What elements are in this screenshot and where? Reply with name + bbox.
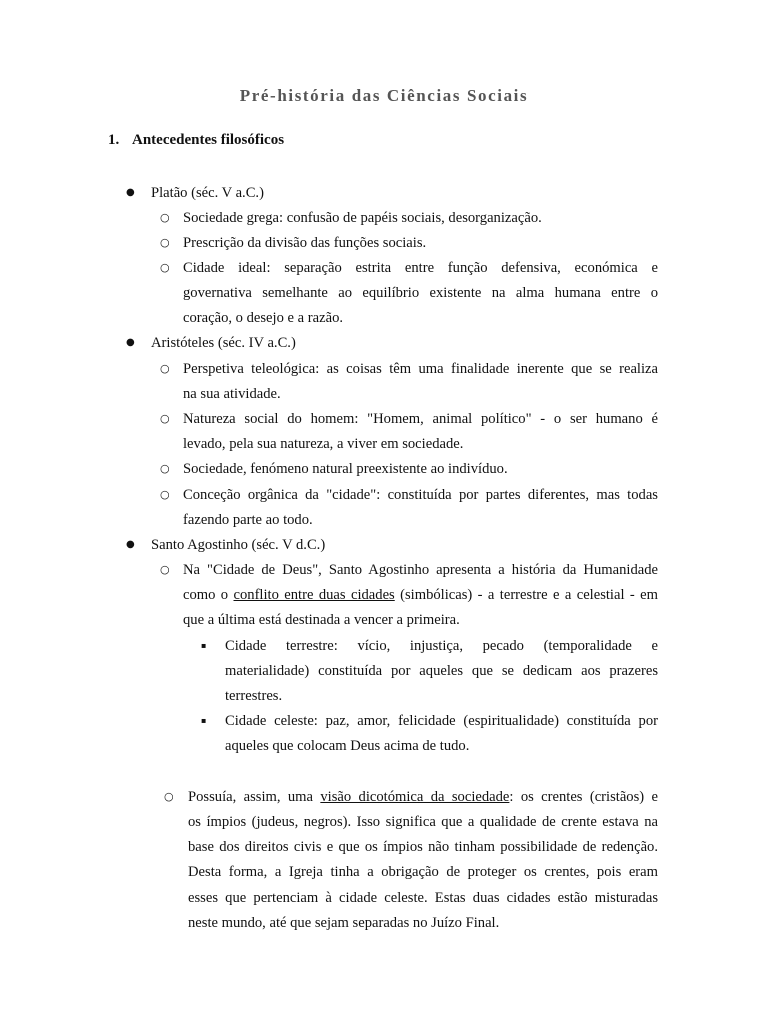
list-item-line: Natureza social do homem: "Homem, animal político" - o ser humano é [183,411,658,427]
aristoteles-heading: Aristóteles (séc. IV a.C.) [151,335,296,351]
underlined-phrase: visão dicotómica da sociedade [320,789,510,805]
list-item-line: Conceção orgânica da "cidade": constituída por partes diferentes, mas todas [183,487,658,503]
list-item-line: governativa semelhante ao equilíbrio existente na alma humana entre o [183,285,658,301]
list-item-line: materialidade) constituída por aqueles que se dedicam aos prazeres [225,663,658,679]
paragraph-line: neste mundo, até que sejam separadas no Juízo Final. [188,915,500,931]
list-item-line: Cidade terrestre: vício, injustiça, pecado (temporalidade e [225,638,658,654]
list-item-line: Cidade ideal: separação estrita entre função defensiva, económica e [183,260,658,276]
bullet-square: ▪ [201,716,207,725]
list-item: Sociedade, fenómeno natural preexistente ao indivíduo. [183,461,508,477]
bullet-square: ▪ [201,641,207,650]
bullet-circle: ○ [160,261,170,274]
list-item-line: aqueles que colocam Deus acima de tudo. [225,738,470,754]
paragraph-line: base dos direitos civis e que os ímpios não tinham possibilidade de redenção. [188,839,658,855]
bullet-circle: ○ [164,790,174,803]
list-item: Prescrição da divisão das funções sociais. [183,235,427,251]
paragraph-line [188,787,658,807]
list-item-line: terrestres. [225,688,283,704]
bullet-circle: ○ [160,488,170,501]
text-run: como o [183,587,234,603]
list-item-line: coração, o desejo e a razão. [183,310,344,326]
agostinho-heading: Santo Agostinho (séc. V d.C.) [151,537,326,553]
bullet-disc: ● [126,337,135,348]
bullet-circle: ○ [160,462,170,475]
paragraph-line: esses que pertenciam à cidade celeste. Estas duas cidades estão misturadas [188,890,658,906]
list-item-line: fazendo parte ao todo. [183,512,313,528]
bullet-disc: ● [126,539,135,550]
list-item-line: levado, pela sua natureza, a viver em sociedade. [183,436,464,452]
text-run: Possuía, assim, uma [188,789,321,805]
section-number: 1. [108,132,120,148]
bullet-circle: ○ [160,412,170,425]
bullet-circle: ○ [160,211,170,224]
bullet-circle: ○ [160,563,170,576]
bullet-circle: ○ [160,236,170,249]
underlined-phrase: conflito entre duas cidades [233,587,395,603]
text-run: (simbólicas) - a terrestre e a celestial - em [394,587,658,603]
section-heading [108,132,284,149]
list-item: Sociedade grega: confusão de papéis sociais, desorganização. [183,210,542,226]
list-item-line: que a última está destinada a vencer a primeira. [183,612,460,628]
paragraph-line: Desta forma, a Igreja tinha a obrigação de proteger os crentes, pois eram [188,864,658,880]
list-item-line: Cidade celeste: paz, amor, felicidade (espiritualidade) constituída por [225,713,658,729]
list-item-line: Na "Cidade de Deus", Santo Agostinho apresenta a história da Humanidade [183,562,658,578]
bullet-circle: ○ [160,362,170,375]
document-title: Pré-história das Ciências Sociais [239,86,529,105]
list-item-line [183,585,658,605]
platao-heading: Platão (séc. V a.C.) [151,185,264,201]
bullet-disc: ● [126,187,135,198]
section-label: Antecedentes filosóficos [132,132,285,148]
list-item-line: Perspetiva teleológica: as coisas têm uma finalidade inerente que se realiza [183,361,658,377]
list-item-line: na sua atividade. [183,386,281,402]
text-run: : os crentes (cristãos) e [509,789,658,805]
paragraph-line: os ímpios (judeus, negros). Isso significa que a qualidade de crente estava na [188,814,658,830]
